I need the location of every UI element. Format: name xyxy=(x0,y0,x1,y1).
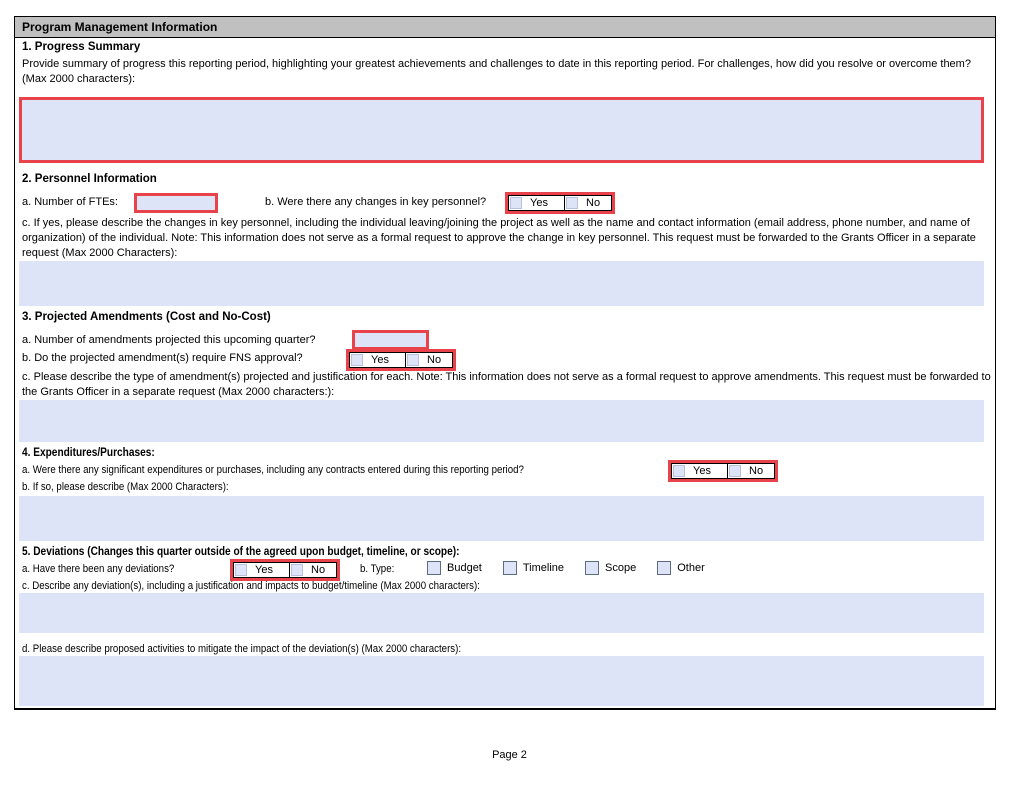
expenditures-textarea[interactable] xyxy=(19,496,984,541)
no-label: No xyxy=(586,197,601,209)
section-projected-amendments xyxy=(15,307,995,444)
timeline-checkbox[interactable] xyxy=(503,561,517,575)
fns-approval-question-label: b. Do the projected amendment(s) require FNS approval? xyxy=(22,352,303,364)
other-label: Other xyxy=(677,562,705,574)
section-3-heading: 3. Projected Amendments (Cost and No-Cost) xyxy=(22,311,271,323)
no-checkbox[interactable] xyxy=(566,197,578,209)
no-label: No xyxy=(427,354,442,366)
no-option[interactable] xyxy=(564,196,611,210)
no-checkbox[interactable] xyxy=(291,564,303,576)
section-1-heading: 1. Progress Summary xyxy=(22,41,141,53)
no-checkbox[interactable] xyxy=(729,465,741,477)
section-deviations xyxy=(15,544,995,709)
progress-summary-textarea[interactable] xyxy=(19,97,984,163)
key-personnel-describe-label: c. If yes, please describe the changes in key personnel, including the individual leaving/joining the project as well as the name and contact information (email address, phone number, and name of organization) of the individual. Note: This information does not serve as a formal request to approve the change in key personnel. This request must be forwarded to the Grants Officer in a separate request (Max 2000 Characters): xyxy=(22,217,976,259)
fns-approval-yesno-group xyxy=(346,349,456,371)
form-title-bar xyxy=(15,17,995,38)
yes-checkbox[interactable] xyxy=(673,465,685,477)
expenditures-yesno-group xyxy=(668,460,778,482)
program-management-form xyxy=(14,16,996,710)
key-personnel-yesno-group xyxy=(505,192,615,214)
section-expenditures-purchases xyxy=(15,444,995,544)
scope-checkbox[interactable] xyxy=(585,561,599,575)
scope-label: Scope xyxy=(605,562,637,574)
no-checkbox[interactable] xyxy=(407,354,419,366)
deviation-type-label: b. Type: xyxy=(360,563,395,575)
type-option-budget[interactable] xyxy=(427,561,482,575)
deviation-describe-label: c. Describe any deviation(s), including a justification and impacts to budget/timeline (Max 2000 characters): xyxy=(22,580,480,592)
section-progress-summary xyxy=(15,38,995,169)
mitigation-textarea[interactable] xyxy=(19,656,984,706)
timeline-label: Timeline xyxy=(522,562,565,574)
ftes-label: a. Number of FTEs: xyxy=(22,196,118,208)
type-option-other[interactable] xyxy=(657,561,705,575)
type-option-scope[interactable] xyxy=(585,561,636,575)
amendments-textarea[interactable] xyxy=(19,400,984,442)
budget-checkbox[interactable] xyxy=(427,561,441,575)
type-option-timeline[interactable] xyxy=(503,561,564,575)
deviation-type-options xyxy=(427,561,726,575)
expenditures-describe-label: b. If so, please describe (Max 2000 Characters): xyxy=(22,481,229,493)
other-checkbox[interactable] xyxy=(657,561,671,575)
mitigation-label: d. Please describe proposed activities to mitigate the impact of the deviation(s) (Max 2000 characters): xyxy=(22,643,462,655)
amendments-count-label: a. Number of amendments projected this upcoming quarter? xyxy=(22,334,316,346)
form-title: Program Management Information xyxy=(22,20,218,34)
yes-checkbox[interactable] xyxy=(235,564,247,576)
no-label: No xyxy=(311,564,326,576)
amendments-count-input[interactable] xyxy=(352,330,429,350)
yes-option[interactable] xyxy=(672,464,727,478)
yes-label: Yes xyxy=(530,197,548,209)
yes-checkbox[interactable] xyxy=(510,197,522,209)
yes-label: Yes xyxy=(371,354,389,366)
yes-checkbox[interactable] xyxy=(351,354,363,366)
section-1-description: Provide summary of progress this reporting period, highlighting your greatest achievements and challenges to date in this reporting period. For challenges, how did you resolve or overcome them? (Max 2000 characters): xyxy=(22,58,971,85)
key-personnel-question-label: b. Were there any changes in key personnel? xyxy=(265,196,487,208)
yes-option[interactable] xyxy=(509,196,564,210)
page-number: Page 2 xyxy=(492,749,527,761)
deviations-question-label: a. Have there been any deviations? xyxy=(22,563,175,575)
no-option[interactable] xyxy=(727,464,774,478)
deviation-describe-textarea[interactable] xyxy=(19,593,984,633)
yes-option[interactable] xyxy=(350,353,405,367)
yes-option[interactable] xyxy=(234,563,289,577)
amendments-describe-label: c. Please describe the type of amendment(s) projected and justification for each. Note: This information does not serve as a formal request to approve amendments. This request must be forwarded to the Grants Officer in a separate request (Max 2000 characters:): xyxy=(22,371,991,398)
section-2-heading: 2. Personnel Information xyxy=(22,173,157,185)
section-4-heading: 4. Expenditures/Purchases: xyxy=(22,447,155,459)
section-5-heading: 5. Deviations (Changes this quarter outside of the agreed upon budget, timeline, or scope): xyxy=(22,546,460,558)
section-personnel-information xyxy=(15,169,995,307)
yes-label: Yes xyxy=(693,465,711,477)
yes-label: Yes xyxy=(255,564,273,576)
no-label: No xyxy=(749,465,764,477)
no-option[interactable] xyxy=(405,353,452,367)
key-personnel-textarea[interactable] xyxy=(19,261,984,306)
expenditures-question-label: a. Were there any significant expenditures or purchases, including any contracts entered during this reporting period? xyxy=(22,464,524,476)
ftes-input[interactable] xyxy=(134,193,218,213)
deviations-yesno-group xyxy=(230,559,340,581)
budget-label: Budget xyxy=(447,562,482,574)
no-option[interactable] xyxy=(289,563,336,577)
